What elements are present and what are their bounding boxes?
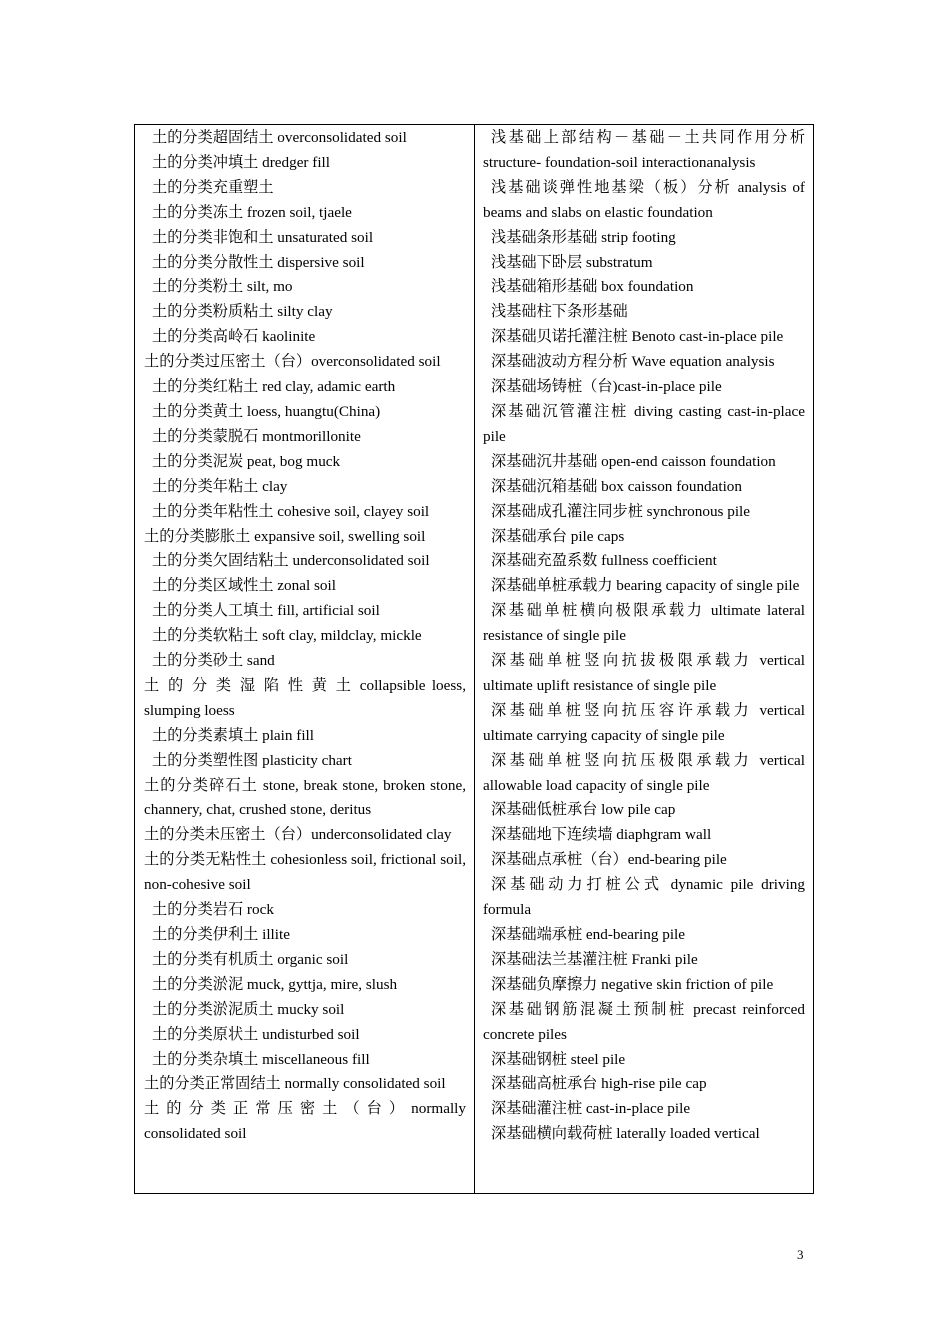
left-column-entry: 土的分类年粘土 clay xyxy=(152,477,288,495)
right-column-entry: 浅基础条形基础 strip footing xyxy=(491,228,676,246)
right-column-entry: 深基础沉井基础 open-end caisson foundation xyxy=(491,452,776,470)
left-column-entry: 土的分类区域性土 zonal soil xyxy=(152,577,336,595)
right-column xyxy=(475,125,813,1193)
right-column-entry: 深基础场铸桩（台)cast-in-place pile xyxy=(491,378,722,396)
left-column-entry: 土的分类粉质粘土 silty clay xyxy=(152,303,333,321)
left-column-entry: 土的分类伊利土 illite xyxy=(152,926,290,943)
right-column-entry: 深基础钢桩 steel pile xyxy=(491,1050,626,1068)
right-column-entry: 深基础沉箱基础 box caisson foundation xyxy=(491,477,742,495)
left-column-entry: 土的分类非饱和土 unsaturated soil xyxy=(152,228,374,246)
right-column-entry: 深基础钢筋混凝土预制桩 precast reinforced concrete piles xyxy=(483,1000,805,1043)
right-column-entry: 浅基础上部结构－基础－土共同作用分析 structure- foundation-soil interactionanalysis xyxy=(483,129,805,171)
right-column-entry: 深基础灌注桩 cast-in-place pile xyxy=(491,1100,691,1118)
left-column-entry: 土的分类年粘性土 cohesive soil, clayey soil xyxy=(152,502,430,520)
left-column-entry: 土的分类软粘土 soft clay, mildclay, mickle xyxy=(152,627,422,645)
left-column-entry: 土的分类欠固结粘土 underconsolidated soil xyxy=(152,552,430,570)
right-column-entry: 深基础贝诺托灌注桩 Benoto cast-in-place pile xyxy=(491,328,784,346)
left-column-entry: 土 的 分 类 湿 陷 性 黄 土 collapsible loess, slumping loess xyxy=(144,676,466,719)
left-column-entry: 土的分类蒙脱石 montmorillonite xyxy=(152,427,361,445)
left-column-entry: 土的分类杂填土 miscellaneous fill xyxy=(152,1050,370,1068)
left-column-entry: 土的分类分散性土 dispersive soil xyxy=(152,253,365,271)
right-column-entry: 浅基础箱形基础 box foundation xyxy=(491,278,694,296)
left-column-entry: 土的分类超固结土 overconsolidated soil xyxy=(152,129,407,146)
right-column-entry: 浅基础下卧层 substratum xyxy=(491,253,653,271)
left-column-entry: 土的分类粉土 silt, mo xyxy=(152,278,293,296)
left-column-entry: 土的分类过压密土（台）overconsolidated soil xyxy=(144,353,441,371)
left-column-entry: 土的分类素填土 plain fill xyxy=(152,726,314,744)
right-column-entry: 深基础法兰基灌注桩 Franki pile xyxy=(491,950,698,968)
right-column-entry: 深基础点承桩（台）end-bearing pile xyxy=(491,851,727,869)
left-column-entry: 土的分类膨胀土 expansive soil, swelling soil xyxy=(144,527,426,545)
right-column-entry: 深基础充盈系数 fullness coefficient xyxy=(491,552,717,570)
left-column-entry: 土的分类淤泥质土 mucky soil xyxy=(152,1000,345,1018)
right-column-entry: 深基础单桩竖向抗压极限承载力 vertical allowable load capacity of single pile xyxy=(483,751,805,794)
left-column-entry: 土的分类黄土 loess, huangtu(China) xyxy=(152,402,381,420)
right-column-entry: 深基础单桩横向极限承载力 ultimate lateral resistance of single pile xyxy=(483,602,805,645)
right-column-entry: 深基础低桩承台 low pile cap xyxy=(491,801,676,819)
right-column-entry: 深基础动力打桩公式 dynamic pile driving formula xyxy=(483,876,805,919)
right-column-entry: 深基础端承桩 end-bearing pile xyxy=(491,926,686,943)
left-column-entry: 土的分类碎石土 stone, break stone, broken stone, channery, chat, crushed stone, deritus xyxy=(144,776,466,819)
left-column-entry: 土的分类塑性图 plasticity chart xyxy=(152,751,352,769)
left-column-entry: 土的分类无粘性土 cohesionless soil, frictional soil, non-cohesive soil xyxy=(144,851,466,894)
left-column-entry: 土的分类淤泥 muck, gyttja, mire, slush xyxy=(152,975,398,993)
left-column-entry: 土的分类有机质土 organic soil xyxy=(152,950,349,968)
left-column-entry: 土的分类人工填土 fill, artificial soil xyxy=(152,602,380,620)
right-column-entry: 深基础高桩承台 high-rise pile cap xyxy=(491,1075,707,1093)
right-column-entry: 深基础波动方程分析 Wave equation analysis xyxy=(491,353,775,371)
left-column-entry: 土的分类冻土 frozen soil, tjaele xyxy=(152,203,352,221)
right-column-entry: 浅基础柱下条形基础 xyxy=(491,303,628,321)
left-column-entry: 土的分类未压密土（台）underconsolidated clay xyxy=(144,826,452,844)
left-column-entry: 土 的 分 类 正 常 压 密 土 （ 台 ） normally consolidated soil xyxy=(144,1100,466,1143)
right-column-entry: 深基础单桩竖向抗拔极限承载力 vertical ultimate uplift resistance of single pile xyxy=(483,652,805,694)
left-column-entry: 土的分类冲填土 dredger fill xyxy=(152,153,331,171)
right-column-entry: 深基础横向载荷桩 laterally loaded vertical xyxy=(491,1125,760,1143)
right-column-entry: 深基础沉管灌注桩 diving casting cast-in-place pile xyxy=(483,402,805,445)
left-column-entry: 土的分类充重塑土 xyxy=(152,178,274,196)
left-column-entry: 土的分类高岭石 kaolinite xyxy=(152,328,316,346)
glossary-table xyxy=(134,124,814,1194)
left-column-entry: 土的分类原状土 undisturbed soil xyxy=(152,1025,360,1043)
right-column-entry: 深基础地下连续墙 diaphgram wall xyxy=(491,826,712,844)
right-column-entry: 深基础负摩擦力 negative skin friction of pile xyxy=(491,975,774,993)
right-column-entry: 深基础单桩承载力 bearing capacity of single pile xyxy=(491,577,800,595)
page-number: 3 xyxy=(797,1247,804,1262)
right-column-entry: 深基础成孔灌注同步桩 synchronous pile xyxy=(491,502,751,520)
left-column xyxy=(135,125,475,1193)
left-column-entry: 土的分类岩石 rock xyxy=(152,901,274,919)
left-column-entry: 土的分类红粘土 red clay, adamic earth xyxy=(152,378,396,396)
left-column-entry: 土的分类正常固结土 normally consolidated soil xyxy=(144,1075,446,1093)
right-column-entry: 深基础单桩竖向抗压容许承载力 vertical ultimate carrying capacity of single pile xyxy=(483,701,805,744)
left-column-entry: 土的分类泥炭 peat, bog muck xyxy=(152,452,341,470)
right-column-entry: 浅基础谈弹性地基梁（板）分析 analysis of beams and slabs on elastic foundation xyxy=(483,178,805,221)
left-column-entry: 土的分类砂土 sand xyxy=(152,652,275,670)
right-column-entry: 深基础承台 pile caps xyxy=(491,527,625,545)
